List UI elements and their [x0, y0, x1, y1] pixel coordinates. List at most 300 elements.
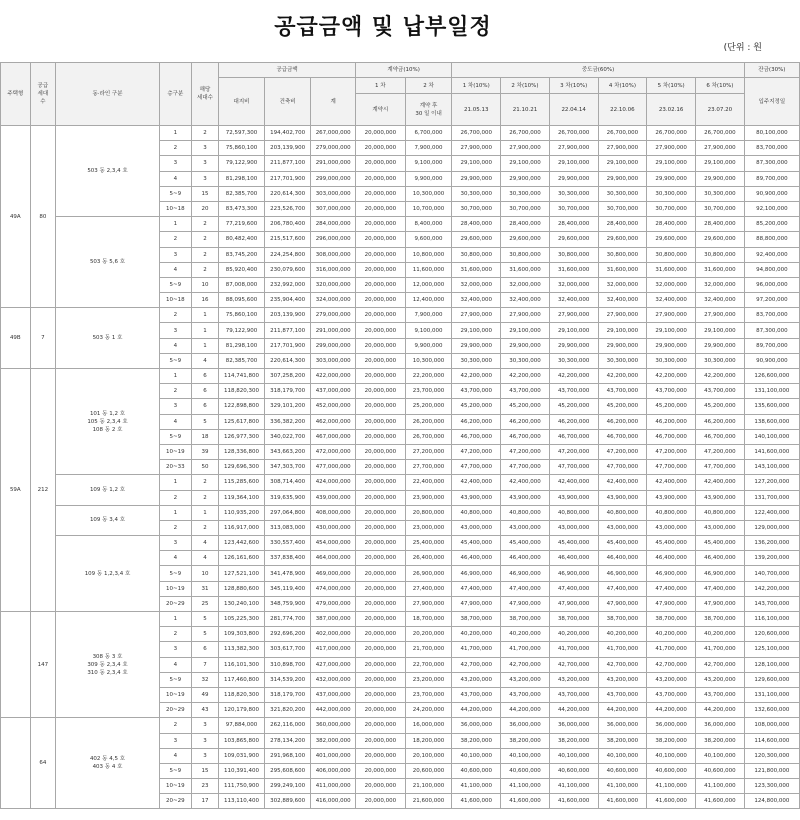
supply-units-cell: 7 [30, 308, 55, 369]
floor-cell: 2 [159, 141, 191, 156]
building-cell: 211,877,100 [264, 156, 311, 171]
balance-cell: 122,400,000 [744, 505, 799, 520]
floor-cell: 2 [159, 232, 191, 247]
mid-1-cell: 29,900,000 [452, 171, 501, 186]
mid-1-cell: 30,300,000 [452, 353, 501, 368]
mid-3-cell: 27,900,000 [549, 141, 598, 156]
deposit-1-cell: 20,000,000 [355, 338, 405, 353]
deposit-2-cell: 7,900,000 [405, 308, 452, 323]
units-cell: 3 [191, 748, 219, 763]
mid-4-cell: 29,900,000 [598, 338, 647, 353]
total-cell: 411,000,000 [311, 779, 356, 794]
mid-2-cell: 29,900,000 [501, 338, 550, 353]
mid-3-cell: 40,200,000 [549, 627, 598, 642]
deposit-2-cell: 23,200,000 [405, 672, 452, 687]
floor-cell: 10~18 [159, 293, 191, 308]
mid-1-cell: 43,000,000 [452, 520, 501, 535]
deposit-1-cell: 20,000,000 [355, 490, 405, 505]
balance-cell: 114,600,000 [744, 733, 799, 748]
mid-4-cell: 46,700,000 [598, 429, 647, 444]
dong-line-cell: 503 동 2,3,4 호 [56, 126, 160, 217]
mid-6-cell: 43,900,000 [696, 490, 745, 505]
floor-cell: 10~18 [159, 201, 191, 216]
mid-4-cell: 43,000,000 [598, 520, 647, 535]
mid-6-cell: 30,700,000 [696, 201, 745, 216]
mid-3-cell: 26,700,000 [549, 126, 598, 141]
mid-3-cell: 42,700,000 [549, 657, 598, 672]
mid-4-cell: 43,700,000 [598, 384, 647, 399]
total-cell: 437,000,000 [311, 384, 356, 399]
mid-1-cell: 30,300,000 [452, 186, 501, 201]
mid-2-cell: 41,100,000 [501, 779, 550, 794]
balance-cell: 132,600,000 [744, 703, 799, 718]
mid-1-cell: 41,700,000 [452, 642, 501, 657]
mid-1-cell: 30,700,000 [452, 201, 501, 216]
building-cell: 220,614,300 [264, 353, 311, 368]
land-cell: 75,860,100 [219, 308, 265, 323]
mid-2-cell: 26,700,000 [501, 126, 550, 141]
units-cell: 32 [191, 672, 219, 687]
header-middle-payment: 중도금(60%) [452, 63, 744, 78]
mid-6-cell: 30,300,000 [696, 186, 745, 201]
mid-1-cell: 40,800,000 [452, 505, 501, 520]
land-cell: 130,240,100 [219, 596, 265, 611]
land-cell: 81,298,100 [219, 338, 265, 353]
mid-2-cell: 47,700,000 [501, 460, 550, 475]
deposit-1-cell: 20,000,000 [355, 186, 405, 201]
header-deposit: 계약금(10%) [355, 63, 451, 78]
floor-cell: 2 [159, 384, 191, 399]
header-supply-units: 공급 세대 수 [30, 63, 55, 126]
deposit-2-cell: 26,200,000 [405, 414, 452, 429]
mid-4-cell: 30,300,000 [598, 186, 647, 201]
mid-2-cell: 47,900,000 [501, 596, 550, 611]
mid-2-cell: 38,700,000 [501, 612, 550, 627]
mid-6-cell: 32,400,000 [696, 293, 745, 308]
mid-6-cell: 47,200,000 [696, 444, 745, 459]
mid-1-cell: 32,000,000 [452, 277, 501, 292]
housing-type-cell [1, 718, 31, 809]
total-cell: 472,000,000 [311, 444, 356, 459]
building-cell: 220,614,300 [264, 186, 311, 201]
balance-cell: 121,800,000 [744, 763, 799, 778]
mid-5-cell: 40,100,000 [647, 748, 696, 763]
units-cell: 2 [191, 262, 219, 277]
total-cell: 452,000,000 [311, 399, 356, 414]
mid-2-cell: 46,400,000 [501, 551, 550, 566]
mid-1-cell: 47,400,000 [452, 581, 501, 596]
balance-cell: 90,900,000 [744, 186, 799, 201]
mid-2-cell: 46,900,000 [501, 566, 550, 581]
mid-2-cell: 29,900,000 [501, 171, 550, 186]
mid-5-cell: 29,600,000 [647, 232, 696, 247]
mid-1-cell: 28,400,000 [452, 217, 501, 232]
deposit-1-cell: 20,000,000 [355, 369, 405, 384]
building-cell: 297,064,800 [264, 505, 311, 520]
header-mid-date-4: 22.10.06 [598, 94, 647, 126]
mid-5-cell: 38,200,000 [647, 733, 696, 748]
units-cell: 4 [191, 536, 219, 551]
floor-cell: 5~9 [159, 429, 191, 444]
units-cell: 20 [191, 201, 219, 216]
price-table-container [0, 62, 790, 820]
floor-cell: 2 [159, 308, 191, 323]
units-cell: 15 [191, 763, 219, 778]
mid-3-cell: 40,600,000 [549, 763, 598, 778]
mid-1-cell: 46,400,000 [452, 551, 501, 566]
mid-4-cell: 42,200,000 [598, 369, 647, 384]
floor-cell: 5~9 [159, 672, 191, 687]
deposit-1-cell: 20,000,000 [355, 141, 405, 156]
deposit-1-cell: 20,000,000 [355, 536, 405, 551]
units-cell: 10 [191, 566, 219, 581]
land-cell: 116,917,000 [219, 520, 265, 535]
mid-4-cell: 29,900,000 [598, 171, 647, 186]
mid-3-cell: 42,400,000 [549, 475, 598, 490]
dong-line-cell: 109 동 1,2,3,4 호 [56, 536, 160, 612]
mid-2-cell: 27,900,000 [501, 308, 550, 323]
total-cell: 324,000,000 [311, 293, 356, 308]
mid-5-cell: 42,200,000 [647, 369, 696, 384]
balance-cell: 125,100,000 [744, 642, 799, 657]
mid-2-cell: 46,200,000 [501, 414, 550, 429]
deposit-1-cell: 20,000,000 [355, 520, 405, 535]
mid-4-cell: 42,400,000 [598, 475, 647, 490]
land-cell: 87,008,000 [219, 277, 265, 292]
mid-1-cell: 46,700,000 [452, 429, 501, 444]
mid-1-cell: 45,200,000 [452, 399, 501, 414]
mid-2-cell: 32,400,000 [501, 293, 550, 308]
total-cell: 464,000,000 [311, 551, 356, 566]
mid-5-cell: 47,900,000 [647, 596, 696, 611]
units-cell: 6 [191, 369, 219, 384]
mid-6-cell: 28,400,000 [696, 217, 745, 232]
mid-2-cell: 40,100,000 [501, 748, 550, 763]
units-cell: 5 [191, 627, 219, 642]
deposit-1-cell: 20,000,000 [355, 596, 405, 611]
mid-4-cell: 43,900,000 [598, 490, 647, 505]
floor-cell: 4 [159, 338, 191, 353]
floor-cell: 4 [159, 414, 191, 429]
balance-cell: 131,100,000 [744, 384, 799, 399]
mid-5-cell: 29,100,000 [647, 156, 696, 171]
mid-5-cell: 40,200,000 [647, 627, 696, 642]
mid-4-cell: 47,700,000 [598, 460, 647, 475]
balance-cell: 116,100,000 [744, 612, 799, 627]
units-cell: 16 [191, 293, 219, 308]
mid-1-cell: 27,900,000 [452, 141, 501, 156]
balance-cell: 128,100,000 [744, 657, 799, 672]
mid-4-cell: 32,400,000 [598, 293, 647, 308]
land-cell: 128,880,600 [219, 581, 265, 596]
total-cell: 454,000,000 [311, 536, 356, 551]
deposit-1-cell: 20,000,000 [355, 566, 405, 581]
mid-6-cell: 45,400,000 [696, 536, 745, 551]
floor-cell: 20~33 [159, 460, 191, 475]
units-cell: 43 [191, 703, 219, 718]
deposit-1-cell: 20,000,000 [355, 414, 405, 429]
units-cell: 7 [191, 657, 219, 672]
deposit-2-cell: 6,700,000 [405, 126, 452, 141]
deposit-1-cell: 20,000,000 [355, 262, 405, 277]
deposit-2-cell: 9,100,000 [405, 156, 452, 171]
mid-3-cell: 29,100,000 [549, 323, 598, 338]
supply-units-cell: 212 [30, 369, 55, 612]
mid-1-cell: 29,900,000 [452, 338, 501, 353]
balance-cell: 89,700,000 [744, 171, 799, 186]
mid-3-cell: 43,200,000 [549, 672, 598, 687]
land-cell: 79,122,900 [219, 156, 265, 171]
housing-type-cell: 49A [1, 126, 31, 308]
balance-cell: 108,000,000 [744, 718, 799, 733]
mid-6-cell: 46,700,000 [696, 429, 745, 444]
deposit-1-cell: 20,000,000 [355, 703, 405, 718]
page-title: 공급금액 및 납부일정 [274, 15, 492, 40]
mid-4-cell: 30,800,000 [598, 247, 647, 262]
mid-5-cell: 41,700,000 [647, 642, 696, 657]
deposit-2-cell: 23,900,000 [405, 490, 452, 505]
land-cell: 85,920,400 [219, 262, 265, 277]
land-cell: 118,820,300 [219, 384, 265, 399]
land-cell: 77,219,600 [219, 217, 265, 232]
units-cell: 15 [191, 186, 219, 201]
deposit-2-cell: 8,400,000 [405, 217, 452, 232]
mid-3-cell: 47,200,000 [549, 444, 598, 459]
deposit-2-cell: 9,100,000 [405, 323, 452, 338]
land-cell: 122,898,800 [219, 399, 265, 414]
units-cell: 3 [191, 171, 219, 186]
total-cell: 422,000,000 [311, 369, 356, 384]
units-cell: 2 [191, 126, 219, 141]
deposit-2-cell: 10,300,000 [405, 186, 452, 201]
deposit-1-cell: 20,000,000 [355, 323, 405, 338]
mid-3-cell: 36,000,000 [549, 718, 598, 733]
floor-cell: 3 [159, 156, 191, 171]
deposit-1-cell: 20,000,000 [355, 293, 405, 308]
mid-1-cell: 30,800,000 [452, 247, 501, 262]
deposit-1-cell: 20,000,000 [355, 687, 405, 702]
mid-3-cell: 40,100,000 [549, 748, 598, 763]
land-cell: 82,385,700 [219, 353, 265, 368]
balance-cell: 143,100,000 [744, 460, 799, 475]
balance-cell: 96,000,000 [744, 277, 799, 292]
mid-4-cell: 47,400,000 [598, 581, 647, 596]
floor-cell: 2 [159, 520, 191, 535]
deposit-2-cell: 25,400,000 [405, 536, 452, 551]
floor-cell: 10~19 [159, 779, 191, 794]
mid-2-cell: 43,700,000 [501, 687, 550, 702]
mid-2-cell: 30,300,000 [501, 353, 550, 368]
mid-3-cell: 46,200,000 [549, 414, 598, 429]
units-cell: 3 [191, 733, 219, 748]
mid-6-cell: 30,300,000 [696, 353, 745, 368]
deposit-1-cell: 20,000,000 [355, 794, 405, 809]
mid-5-cell: 27,900,000 [647, 141, 696, 156]
total-cell: 360,000,000 [311, 718, 356, 733]
mid-3-cell: 45,400,000 [549, 536, 598, 551]
building-cell: 206,780,400 [264, 217, 311, 232]
land-cell: 82,385,700 [219, 186, 265, 201]
balance-cell: 90,900,000 [744, 353, 799, 368]
deposit-2-cell: 10,300,000 [405, 353, 452, 368]
mid-5-cell: 43,200,000 [647, 672, 696, 687]
mid-6-cell: 40,800,000 [696, 505, 745, 520]
mid-2-cell: 36,000,000 [501, 718, 550, 733]
deposit-1-cell: 20,000,000 [355, 201, 405, 216]
building-cell: 329,101,200 [264, 399, 311, 414]
building-cell: 319,635,900 [264, 490, 311, 505]
table-body [1, 126, 800, 809]
mid-5-cell: 30,700,000 [647, 201, 696, 216]
land-cell: 103,865,800 [219, 733, 265, 748]
land-cell: 113,382,300 [219, 642, 265, 657]
supply-units-cell: 64 [30, 718, 55, 809]
mid-2-cell: 43,700,000 [501, 384, 550, 399]
mid-3-cell: 31,600,000 [549, 262, 598, 277]
floor-cell: 3 [159, 642, 191, 657]
mid-5-cell: 46,700,000 [647, 429, 696, 444]
mid-4-cell: 38,200,000 [598, 733, 647, 748]
deposit-1-cell: 20,000,000 [355, 733, 405, 748]
units-cell: 6 [191, 642, 219, 657]
balance-cell: 135,600,000 [744, 399, 799, 414]
building-cell: 348,759,900 [264, 596, 311, 611]
deposit-1-cell: 20,000,000 [355, 444, 405, 459]
price-schedule-table [0, 62, 800, 809]
balance-cell: 136,200,000 [744, 536, 799, 551]
deposit-2-cell: 27,200,000 [405, 444, 452, 459]
mid-4-cell: 43,200,000 [598, 672, 647, 687]
total-cell: 382,000,000 [311, 733, 356, 748]
mid-1-cell: 47,900,000 [452, 596, 501, 611]
housing-type-cell: 49B [1, 308, 31, 369]
land-cell: 128,336,800 [219, 444, 265, 459]
mid-6-cell: 38,700,000 [696, 612, 745, 627]
land-cell: 79,122,900 [219, 323, 265, 338]
mid-1-cell: 41,600,000 [452, 794, 501, 809]
total-cell: 299,000,000 [311, 171, 356, 186]
mid-2-cell: 38,200,000 [501, 733, 550, 748]
mid-2-cell: 41,600,000 [501, 794, 550, 809]
mid-6-cell: 42,700,000 [696, 657, 745, 672]
mid-1-cell: 40,600,000 [452, 763, 501, 778]
mid-3-cell: 47,400,000 [549, 581, 598, 596]
mid-6-cell: 41,100,000 [696, 779, 745, 794]
mid-6-cell: 40,200,000 [696, 627, 745, 642]
deposit-2-cell: 16,000,000 [405, 718, 452, 733]
balance-cell: 143,700,000 [744, 596, 799, 611]
deposit-2-cell: 20,800,000 [405, 505, 452, 520]
table-row [1, 369, 800, 384]
deposit-2-cell: 9,600,000 [405, 232, 452, 247]
mid-2-cell: 41,700,000 [501, 642, 550, 657]
header-balance: 잔금(30%) [744, 63, 799, 78]
deposit-2-cell: 26,400,000 [405, 551, 452, 566]
total-cell: 467,000,000 [311, 429, 356, 444]
mid-4-cell: 31,600,000 [598, 262, 647, 277]
mid-1-cell: 27,900,000 [452, 308, 501, 323]
deposit-1-cell: 20,000,000 [355, 748, 405, 763]
building-cell: 292,696,200 [264, 627, 311, 642]
land-cell: 126,161,600 [219, 551, 265, 566]
balance-cell: 80,100,000 [744, 126, 799, 141]
deposit-2-cell: 12,400,000 [405, 293, 452, 308]
land-cell: 80,482,400 [219, 232, 265, 247]
supply-units-cell: 147 [30, 612, 55, 718]
mid-5-cell: 40,600,000 [647, 763, 696, 778]
units-cell: 17 [191, 794, 219, 809]
mid-5-cell: 31,600,000 [647, 262, 696, 277]
building-cell: 345,119,400 [264, 581, 311, 596]
deposit-1-cell: 20,000,000 [355, 399, 405, 414]
mid-2-cell: 40,200,000 [501, 627, 550, 642]
deposit-2-cell: 20,100,000 [405, 748, 452, 763]
balance-cell: 97,200,000 [744, 293, 799, 308]
mid-3-cell: 47,900,000 [549, 596, 598, 611]
total-cell: 406,000,000 [311, 763, 356, 778]
mid-3-cell: 27,900,000 [549, 308, 598, 323]
mid-6-cell: 47,900,000 [696, 596, 745, 611]
header-deposit-1-sub: 계약시 [355, 94, 405, 126]
mid-3-cell: 44,200,000 [549, 703, 598, 718]
building-cell: 321,820,200 [264, 703, 311, 718]
balance-cell: 127,200,000 [744, 475, 799, 490]
units-cell: 49 [191, 687, 219, 702]
units-cell: 50 [191, 460, 219, 475]
balance-cell: 89,700,000 [744, 338, 799, 353]
mid-4-cell: 47,200,000 [598, 444, 647, 459]
floor-cell: 20~29 [159, 703, 191, 718]
deposit-2-cell: 26,700,000 [405, 429, 452, 444]
balance-cell: 138,600,000 [744, 414, 799, 429]
balance-cell: 142,200,000 [744, 581, 799, 596]
total-cell: 416,000,000 [311, 794, 356, 809]
mid-3-cell: 42,200,000 [549, 369, 598, 384]
balance-cell: 92,100,000 [744, 201, 799, 216]
mid-2-cell: 43,200,000 [501, 672, 550, 687]
mid-1-cell: 36,000,000 [452, 718, 501, 733]
mid-4-cell: 27,900,000 [598, 141, 647, 156]
mid-6-cell: 41,600,000 [696, 794, 745, 809]
total-cell: 408,000,000 [311, 505, 356, 520]
housing-type-cell: 59A [1, 369, 31, 612]
deposit-2-cell: 22,400,000 [405, 475, 452, 490]
floor-cell: 3 [159, 323, 191, 338]
units-cell: 6 [191, 384, 219, 399]
total-cell: 279,000,000 [311, 308, 356, 323]
land-cell: 75,860,100 [219, 141, 265, 156]
deposit-1-cell: 20,000,000 [355, 171, 405, 186]
land-cell: 109,031,900 [219, 748, 265, 763]
mid-4-cell: 28,400,000 [598, 217, 647, 232]
total-cell: 477,000,000 [311, 460, 356, 475]
total-cell: 474,000,000 [311, 581, 356, 596]
mid-5-cell: 28,400,000 [647, 217, 696, 232]
total-cell: 291,000,000 [311, 156, 356, 171]
building-cell: 341,478,900 [264, 566, 311, 581]
balance-cell: 83,700,000 [744, 141, 799, 156]
units-cell: 5 [191, 414, 219, 429]
balance-cell: 129,000,000 [744, 520, 799, 535]
mid-5-cell: 45,400,000 [647, 536, 696, 551]
mid-3-cell: 40,800,000 [549, 505, 598, 520]
mid-6-cell: 29,100,000 [696, 323, 745, 338]
mid-1-cell: 38,200,000 [452, 733, 501, 748]
mid-2-cell: 40,800,000 [501, 505, 550, 520]
land-cell: 111,750,900 [219, 779, 265, 794]
mid-3-cell: 38,200,000 [549, 733, 598, 748]
mid-2-cell: 31,600,000 [501, 262, 550, 277]
